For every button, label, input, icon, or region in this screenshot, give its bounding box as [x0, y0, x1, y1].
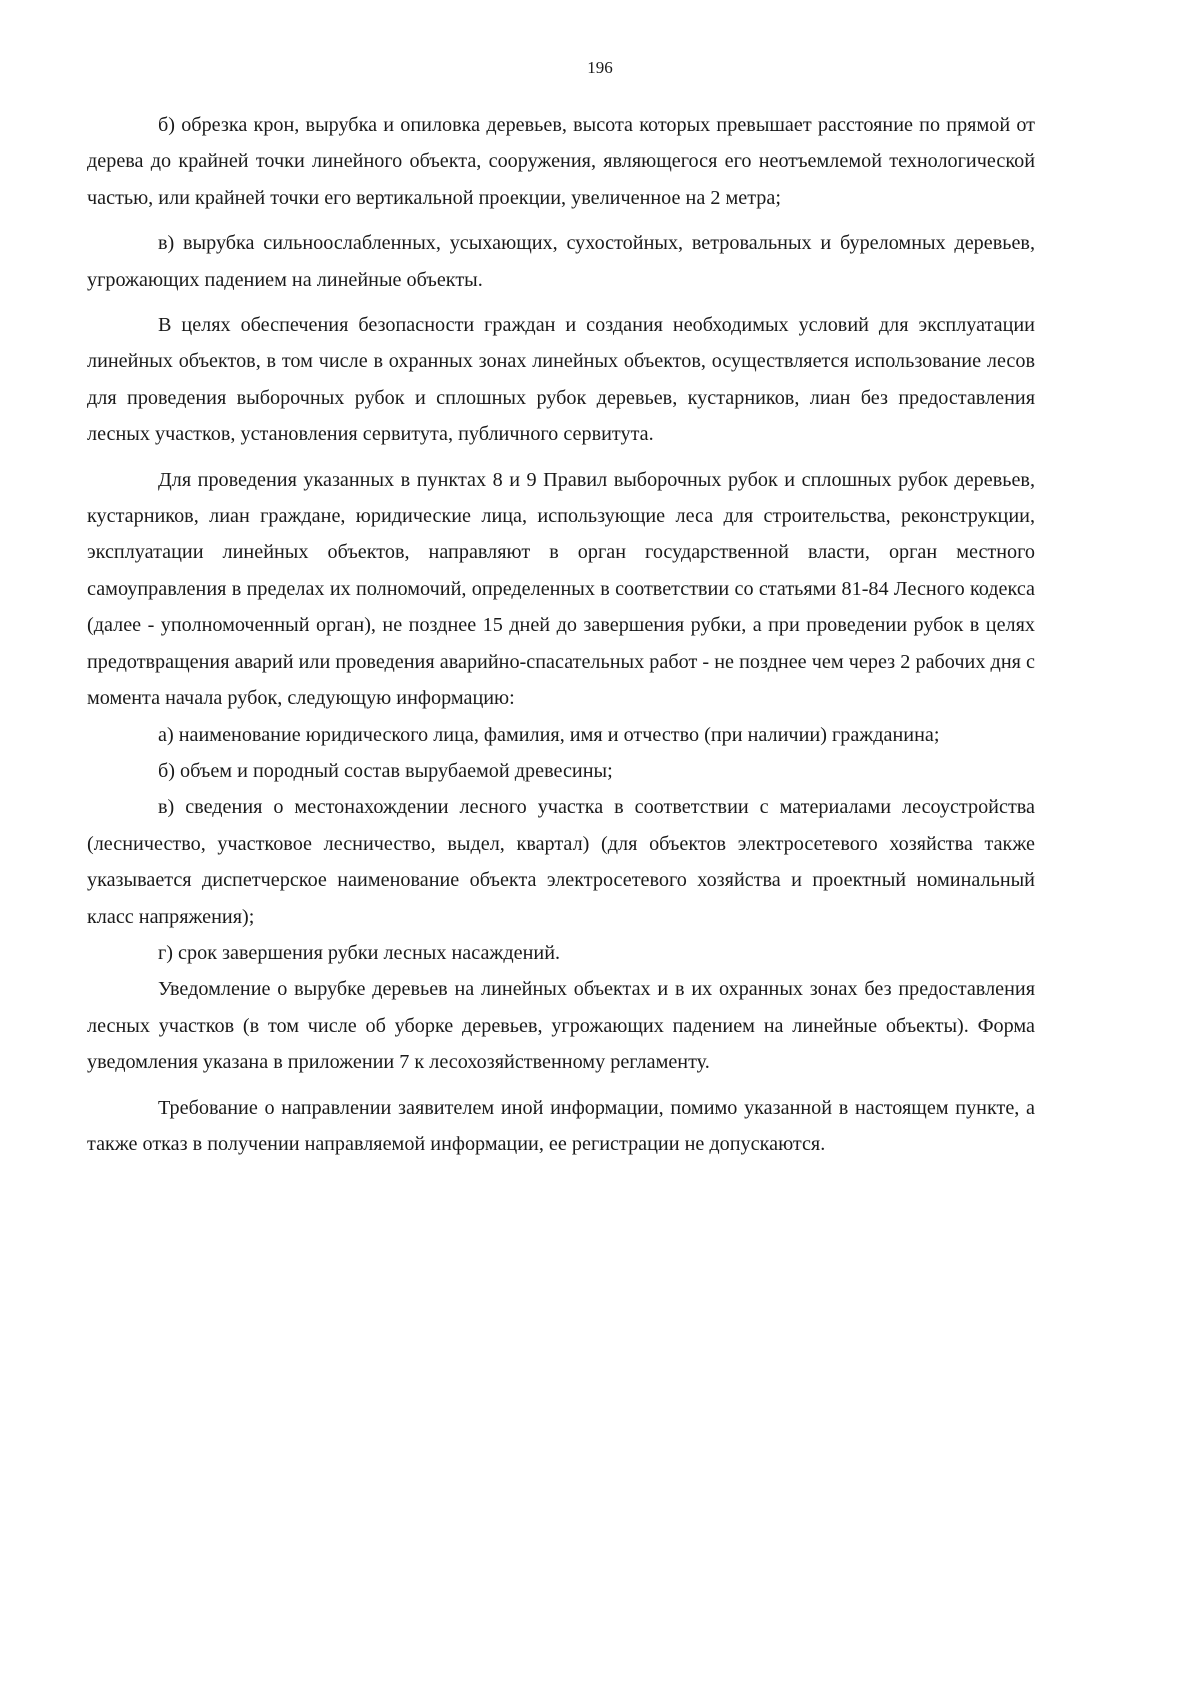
paragraph-item-v: в) сведения о местонахождении лесного участка в соответствии с материалами лесоустройства (лесничество, участковое лесничество, выдел, квартал) (для объектов электросетевого хозяйства также указывается диспетчерское наименование объекта электросетевого хозяйства и проектный номинальный класс напряжения); — [87, 796, 1035, 928]
paragraph-item-a: а) наименование юридического лица, фамилия, имя и отчество (при наличии) гражданина; — [158, 723, 940, 746]
paragraph-pruning: б) обрезка крон, вырубка и опиловка деревьев, высота которых превышает расстояние по прямой от дерева до крайней точки линейного объекта, сооружения, являющегося его неотъемлемой технологической частью, или крайней точки его вертикальной проекции, увеличенное на 2 метра; — [87, 114, 1035, 209]
page-number: 196 — [587, 58, 613, 77]
paragraph-requirements: Требование о направлении заявителем иной информации, помимо указанной в настоящем пункте, а также отказ в получении направляемой информации, ее регистрации не допускаются. — [87, 1096, 1035, 1155]
paragraph-item-g: г) срок завершения рубки лесных насаждений. — [158, 941, 561, 964]
paragraph-notification-form: Уведомление о вырубке деревьев на линейных объектах и в их охранных зонах без предоставления лесных участков (в том числе об уборке деревьев, угрожающих падением на линейные объекты). Форма уведомления указана в приложении 7 к лесохозяйственному регламенту. — [87, 978, 1035, 1074]
paragraph-notification-procedure: Для проведения указанных в пунктах 8 и 9 Правил выборочных рубок и сплошных рубок деревьев, кустарников, лиан граждане, юридические лица, использующие леса для строительства, реконструкции, эксплуатации линейных объектов, направляют в орган государственной власти, орган местного самоуправления в пределах их полномочий, определенных в соответствии со статьями 81-84 Лесного кодекса (далее - уполномоченный орган), не позднее 15 дней до завершения рубки, а при проведении рубок в целях предотвращения аварий или проведения аварийно-спасательных работ - не позднее чем через 2 рабочих дня с момента начала рубок, следующую информацию: — [87, 468, 1035, 710]
document-body — [87, 107, 1035, 1162]
paragraph-weakened-trees: в) вырубка сильноослабленных, усыхающих, сухостойных, ветровальных и буреломных деревьев, угрожающих падением на линейные объекты. — [87, 232, 1035, 291]
paragraph-safety-purpose: В целях обеспечения безопасности граждан и создания необходимых условий для эксплуатации линейных объектов, в том числе в охранных зонах линейных объектов, осуществляется использование лесов для проведения выборочных рубок и сплошных рубок деревьев, кустарников, лиан без предоставления лесных участков, установления сервитута, публичного сервитута. — [87, 314, 1035, 446]
paragraph-item-b: б) объем и породный состав вырубаемой древесины; — [158, 759, 613, 782]
